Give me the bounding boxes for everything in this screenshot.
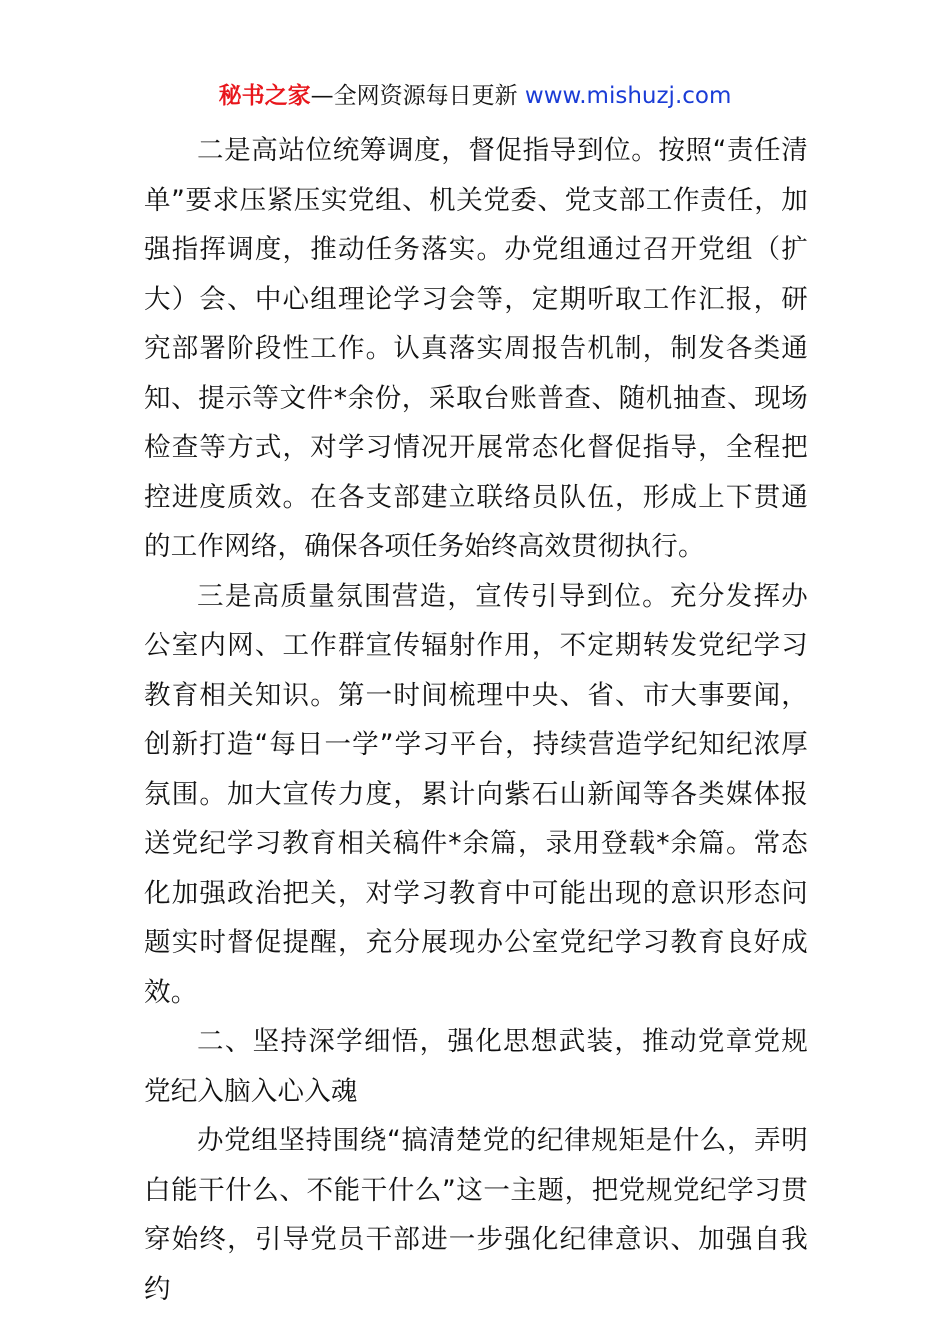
paragraph-overall-coordination: 二是高站位统筹调度，督促指导到位。按照“责任清单”要求压紧压实党组、机关党委、党支部工作责任，加强指挥调度，推动任务落实。办党组通过召开党组（扩大）会、中心组理论学习会等，定期听取工作汇报，研究部署阶段性工作。认真落实周报告机制，制发各类通知、提示等文件*余份，采取台账普查、随机抽查、现场检查等方式，对学习情况开展常态化督促指导，全程把控进度质效。在各支部建立联络员队伍，形成上下贯通的工作网络，确保各项任务始终高效贯彻执行。 bbox=[144, 135, 808, 562]
paragraph-party-group-study: 办党组坚持围绕“搞清楚党的纪律规矩是什么，弄明白能干什么、不能干什么”这一主题，把党规党纪学习贯穿始终，引导党员干部进一步强化纪律意识、加强自我约 bbox=[144, 1125, 808, 1305]
site-header bbox=[0, 80, 950, 112]
section-heading-deep-study: 二、坚持深学细悟，强化思想武装，推动党章党规党纪入脑入心入魂 bbox=[144, 1026, 808, 1107]
header-brand: 秘书之家 bbox=[218, 83, 311, 109]
header-tagline: —全网资源每日更新 bbox=[310, 83, 525, 109]
document-body bbox=[144, 126, 808, 1314]
paragraph-publicity-guidance: 三是高质量氛围营造，宣传引导到位。充分发挥办公室内网、工作群宣传辐射作用，不定期转发党纪学习教育相关知识。第一时间梳理中央、省、市大事要闻，创新打造“每日一学”学习平台，持续营造学纪知纪浓厚氛围。加大宣传力度，累计向紫石山新闻等各类媒体报送党纪学习教育相关稿件*余篇，录用登载*余篇。常态化加强政治把关，对学习教育中可能出现的意识形态问题实时督促提醒，充分展现办公室党纪学习教育良好成效。 bbox=[144, 580, 808, 1008]
header-site-url[interactable]: www.mishuzj.com bbox=[524, 83, 732, 109]
